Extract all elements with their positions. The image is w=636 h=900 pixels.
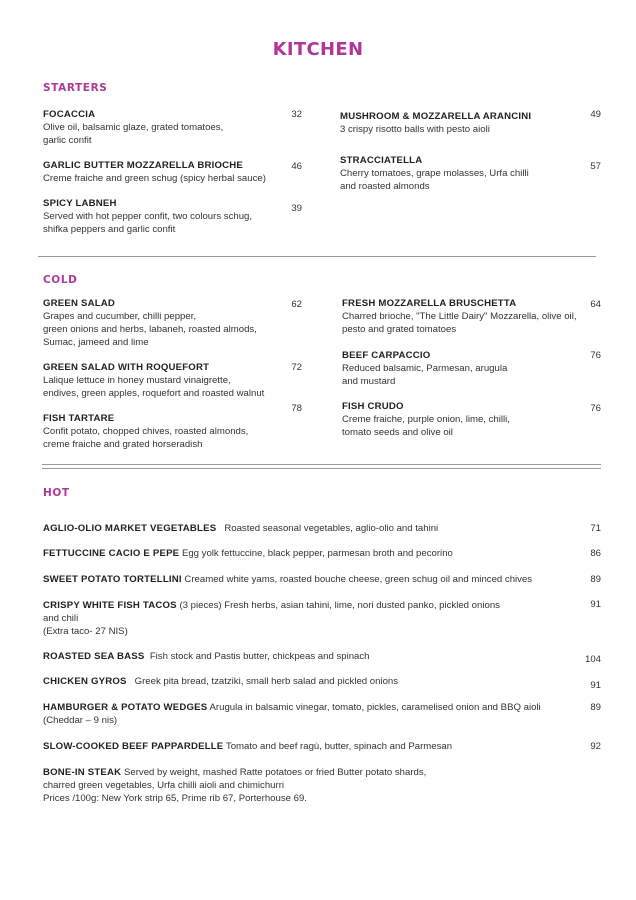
item-price: 91 [590, 680, 601, 691]
item-name: MUSHROOM & MOZZARELLA ARANCINI [340, 111, 532, 122]
item-desc: Creamed white yams, roasted bouche cheese, green schug oil and minced chives [184, 574, 533, 585]
item-desc: endives, green apples, roquefort and roasted walnut [43, 388, 265, 399]
item-desc: Creme fraiche and green schug (spicy herbal sauce) [43, 173, 266, 184]
item-desc: Tomato and beef ragù, butter, spinach and Parmesan [225, 741, 453, 752]
item-name: ROASTED SEA BASS [43, 651, 145, 662]
item-price: 86 [590, 548, 601, 559]
section-divider [38, 256, 596, 257]
item-price: 32 [291, 109, 302, 120]
item-desc: Olive oil, balsamic glaze, grated tomatoes, [43, 122, 224, 133]
item-price: 91 [590, 599, 601, 610]
menu-item [43, 650, 583, 663]
section-heading-starters: STARTERS [43, 82, 108, 94]
item-desc: and chili [43, 613, 79, 624]
item-price: 104 [584, 654, 601, 665]
item-name: SWEET POTATO TORTELLINI [43, 574, 182, 585]
item-price: 92 [590, 741, 601, 752]
item-desc: creme fraiche and grated horseradish [43, 439, 203, 450]
item-note: Prices /100g: New York strip 65, Prime rib 67, Porterhouse 69. [43, 793, 307, 804]
item-desc: Served with hot pepper confit, two colours schug, [43, 211, 253, 222]
item-note: (Cheddar – 9 nis) [43, 715, 118, 726]
item-desc: Fish stock and Pastis butter, chickpeas and spinach [149, 651, 370, 662]
menu-item [43, 675, 583, 688]
section-divider [42, 468, 601, 469]
item-desc: Confit potato, chopped chives, roasted almonds, [43, 426, 249, 437]
item-desc: Roasted seasonal vegetables, aglio-olio and tahini [224, 523, 439, 534]
item-price: 89 [590, 702, 601, 713]
item-price: 39 [291, 203, 302, 214]
item-name: AGLIO-OLIO MARKET VEGETABLES [43, 523, 217, 534]
menu-item [43, 522, 583, 535]
item-price: 72 [291, 362, 302, 373]
item-desc: Lalique lettuce in honey mustard vinaigrette, [43, 375, 231, 386]
item-name: FETTUCCINE CACIO E PEPE [43, 548, 180, 559]
item-desc: 3 crispy risotto balls with pesto aioli [340, 124, 490, 135]
menu-item [43, 599, 583, 638]
menu-title: KITCHEN [272, 39, 364, 60]
item-name: GARLIC BUTTER MOZZARELLA BRIOCHE [43, 160, 244, 171]
item-desc: Egg yolk fettuccine, black pepper, parmesan broth and pecorino [181, 548, 453, 559]
item-desc: tomato seeds and olive oil [342, 427, 453, 438]
section-divider [42, 464, 601, 465]
item-desc: Charred brioche, "The Little Dairy" Mozzarella, olive oil, [342, 311, 577, 322]
item-name: FISH CRUDO [342, 401, 404, 412]
item-desc: and roasted almonds [340, 181, 430, 192]
item-name: CHICKEN GYROS [43, 676, 127, 687]
menu-item [43, 740, 583, 753]
item-price: 62 [291, 299, 302, 310]
item-name: SLOW-COOKED BEEF PAPPARDELLE [43, 741, 224, 752]
item-desc: Grapes and cucumber, chilli pepper, [43, 311, 197, 322]
item-price: 49 [590, 109, 601, 120]
item-desc: green onions and herbs, labaneh, roasted almods, [43, 324, 257, 335]
item-desc: Served by weight, mashed Ratte potatoes or fried Butter potato shards, [123, 767, 427, 778]
menu-item [43, 766, 583, 805]
item-desc: Arugula in balsamic vinegar, tomato, pickles, caramelised onion and BBQ aioli [209, 702, 541, 713]
section-heading-cold: COLD [43, 274, 78, 286]
menu-item [43, 297, 293, 349]
menu-item [43, 547, 583, 560]
item-desc: Creme fraiche, purple onion, lime, chilli, [342, 414, 510, 425]
item-price: 64 [590, 299, 601, 310]
item-name: FISH TARTARE [43, 413, 115, 424]
item-desc: garlic confit [43, 135, 92, 146]
item-desc: charred green vegetables, Urfa chilli aioli and chimichurri [43, 780, 285, 791]
item-note: (Extra taco- 27 NIS) [43, 626, 128, 637]
item-desc: (3 pieces) Fresh herbs, asian tahini, lime, nori dusted panko, pickled onions [179, 600, 500, 611]
item-name: GREEN SALAD WITH ROQUEFORT [43, 362, 210, 373]
menu-item [43, 197, 293, 236]
item-price: 46 [291, 161, 302, 172]
item-name: CRISPY WHITE FISH TACOS [43, 600, 177, 611]
menu-item [43, 701, 583, 727]
item-desc: Sumac, jameed and lime [43, 337, 149, 348]
menu-item [340, 110, 590, 136]
item-price: 71 [590, 523, 601, 534]
item-desc: and mustard [342, 376, 396, 387]
item-name: HAMBURGER & POTATO WEDGES [43, 702, 208, 713]
menu-item [43, 108, 293, 147]
item-name: BONE-IN STEAK [43, 767, 122, 778]
item-desc: shifka peppers and garlic confit [43, 224, 176, 235]
item-price: 89 [590, 574, 601, 585]
item-name: SPICY LABNEH [43, 198, 117, 209]
item-name: BEEF CARPACCIO [342, 350, 431, 361]
item-desc: pesto and grated tomatoes [342, 324, 457, 335]
item-name: FRESH MOZZARELLA BRUSCHETTA [342, 298, 517, 309]
item-desc: Reduced balsamic, Parmesan, arugula [342, 363, 508, 374]
item-desc: Greek pita bread, tzatziki, small herb salad and pickled onions [134, 676, 399, 687]
menu-item [43, 412, 293, 451]
item-price: 78 [291, 403, 302, 414]
menu-item [340, 154, 590, 193]
menu-item [342, 349, 592, 388]
menu-item [43, 573, 583, 586]
item-price: 76 [590, 350, 601, 361]
item-name: GREEN SALAD [43, 298, 116, 309]
item-name: STRACCIATELLA [340, 155, 423, 166]
item-name: FOCACCIA [43, 109, 96, 120]
item-desc: Cherry tomatoes, grape molasses, Urfa chilli [340, 168, 529, 179]
item-price: 76 [590, 403, 601, 414]
section-heading-hot: HOT [43, 487, 70, 499]
item-price: 57 [590, 161, 601, 172]
menu-item [342, 400, 592, 439]
